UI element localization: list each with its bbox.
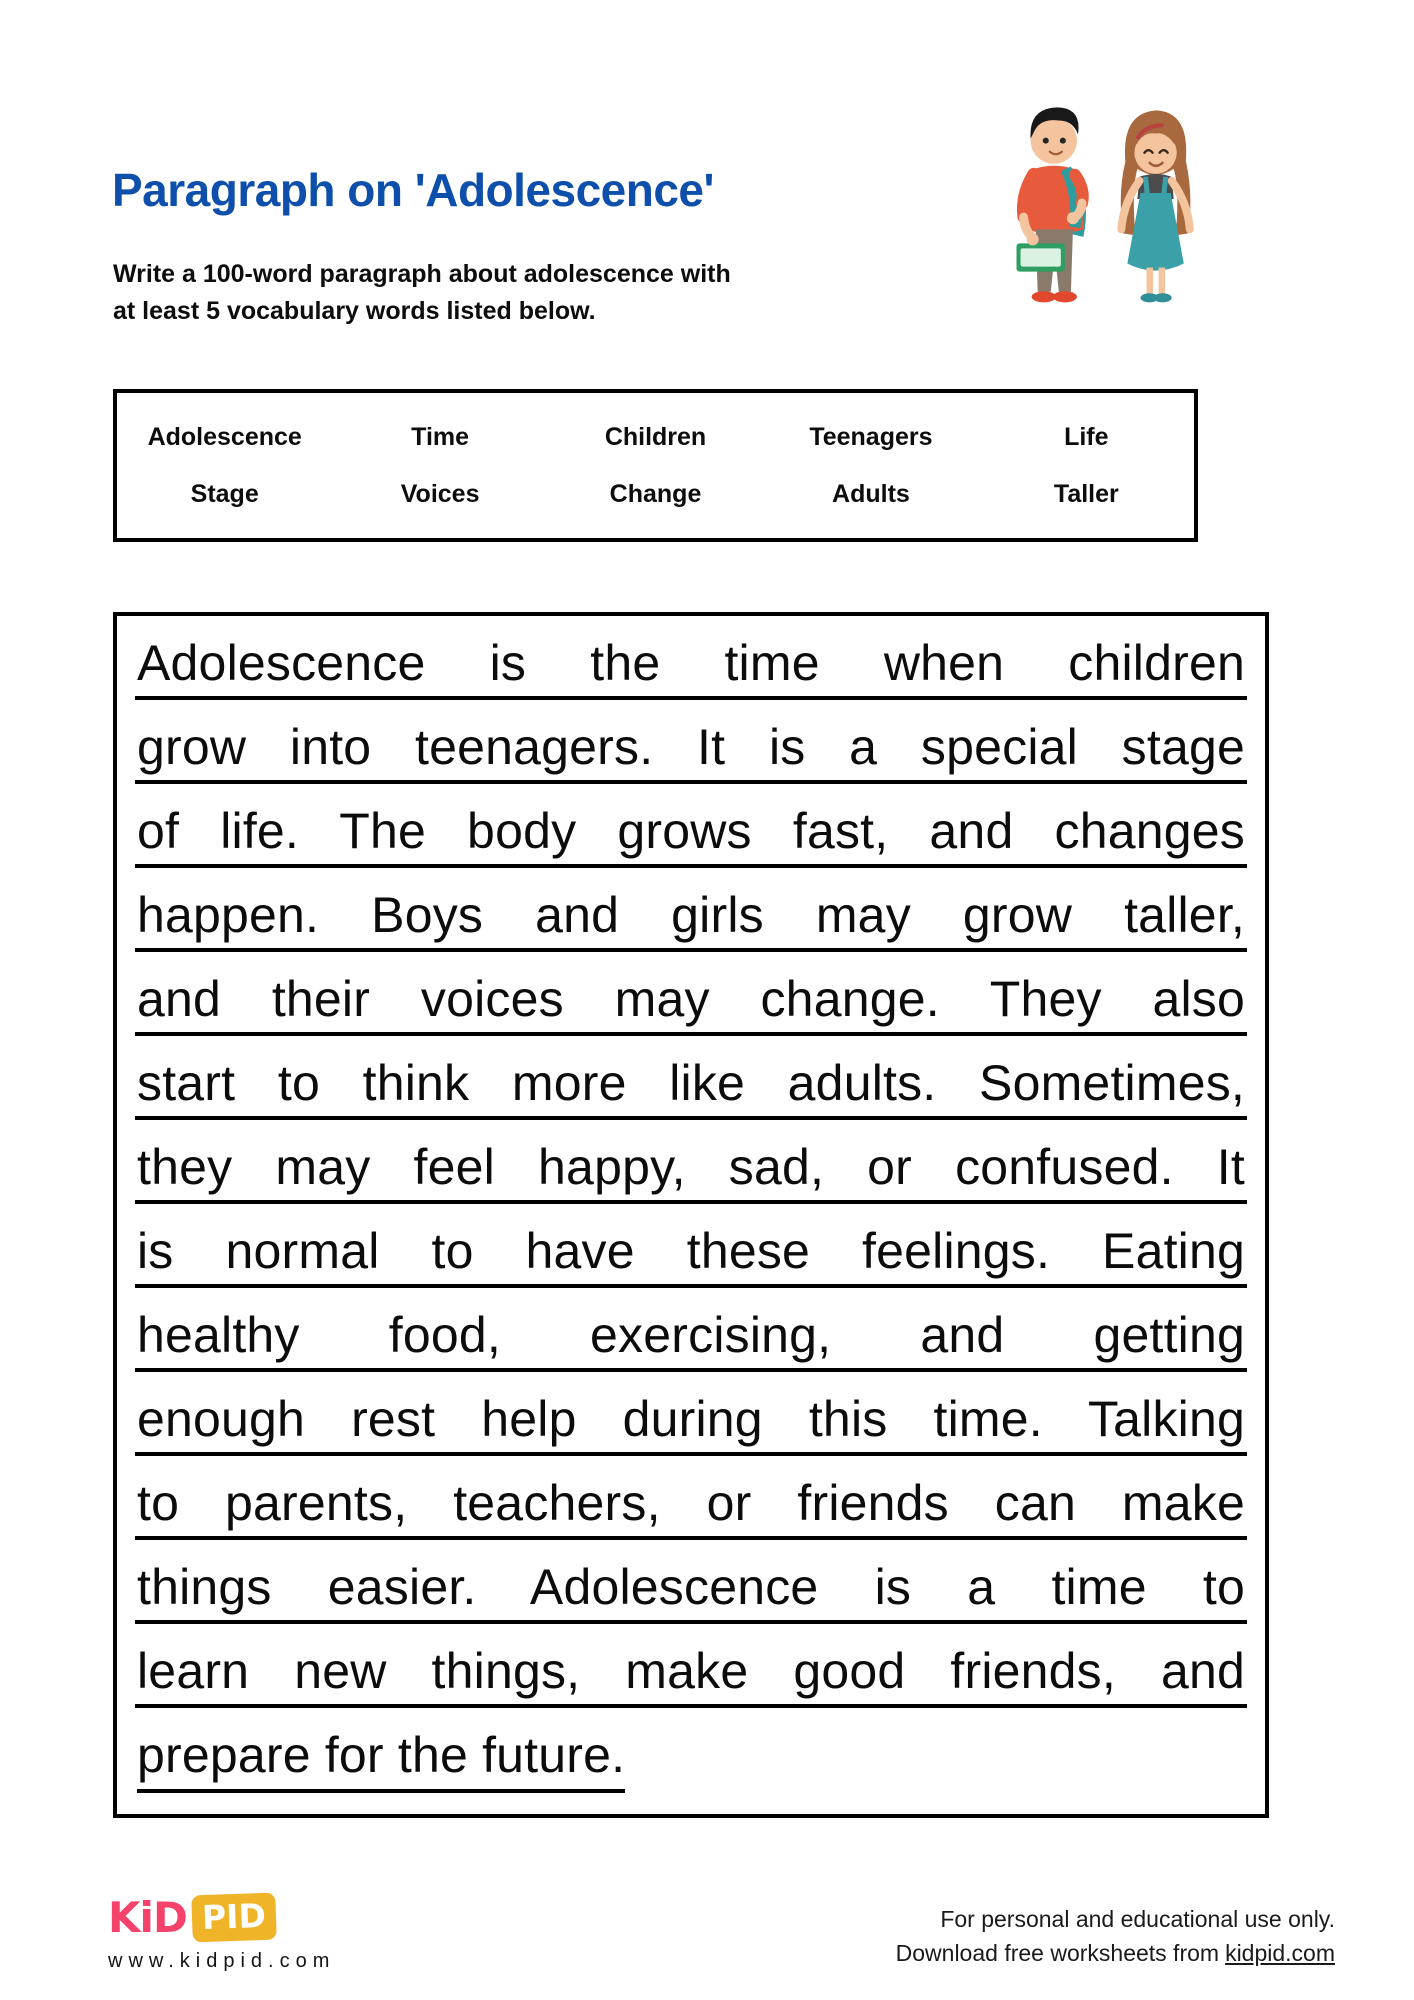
- vocabulary-row-2: [117, 480, 1194, 509]
- paragraph-line: enough rest help during this time. Talking: [135, 1392, 1247, 1456]
- paragraph-line: [135, 1728, 1247, 1782]
- website-url: www.kidpid.com: [108, 1950, 336, 1972]
- usage-line-2: [896, 1936, 1335, 1970]
- paragraph-line: to parents, teachers, or friends can make: [135, 1476, 1247, 1540]
- usage-line-2-text: Download free worksheets from: [895, 1940, 1220, 1966]
- vocab-word: Voices: [400, 479, 480, 508]
- vocab-word: Taller: [1053, 479, 1119, 508]
- kidpid-link[interactable]: kidpid.com: [1225, 1940, 1335, 1966]
- vocabulary-row-1: [117, 423, 1194, 452]
- kidpid-logo: [108, 1893, 335, 1942]
- paragraph-line: happen. Boys and girls may grow taller,: [135, 888, 1247, 952]
- page-title: Paragraph on 'Adolescence': [112, 164, 714, 216]
- paragraph-line: is normal to have these feelings. Eating: [135, 1224, 1247, 1288]
- vocab-word: Time: [411, 422, 470, 451]
- vocab-word: Adolescence: [147, 422, 302, 451]
- vocab-word: Change: [609, 479, 702, 508]
- usage-line-1: For personal and educational use only.: [940, 1906, 1335, 1932]
- vocab-word: Life: [1064, 422, 1109, 451]
- paragraph-line: they may feel happy, sad, or confused. It: [135, 1140, 1247, 1204]
- boy-girl-students-illustration: [950, 76, 1212, 308]
- boy-figure: [1017, 107, 1085, 302]
- paragraph-line: learn new things, make good friends, and: [135, 1644, 1247, 1708]
- instruction-line-2: at least 5 vocabulary words listed below.: [113, 297, 596, 325]
- logo-kid-text: KiD: [108, 1893, 187, 1942]
- paragraph-line: grow into teenagers. It is a special stage: [135, 720, 1247, 784]
- instruction-line-1: Write a 100-word paragraph about adolescence with: [113, 260, 731, 288]
- instructions-text: [113, 256, 731, 330]
- vocabulary-box: [113, 389, 1198, 542]
- logo-pid-badge: PID: [191, 1893, 276, 1943]
- paragraph-line: of life. The body grows fast, and changes: [135, 804, 1247, 868]
- paragraph-answer-box: [113, 612, 1269, 1818]
- kidpid-branding: [108, 1893, 335, 1973]
- vocab-word: Stage: [190, 479, 259, 508]
- paragraph-line: things easier. Adolescence is a time to: [135, 1560, 1247, 1624]
- girl-figure: [1121, 110, 1191, 302]
- usage-note: [896, 1902, 1335, 1970]
- vocab-word: Teenagers: [809, 422, 933, 451]
- paragraph-line: and their voices may change. They also: [135, 972, 1247, 1036]
- vocab-word: Adults: [832, 479, 910, 508]
- paragraph-line-text: prepare for the future.: [137, 1727, 625, 1793]
- vocab-word: Children: [604, 422, 707, 451]
- paragraph-line: Adolescence is the time when children: [135, 636, 1247, 700]
- paragraph-line: start to think more like adults. Sometimes,: [135, 1056, 1247, 1120]
- paragraph-line: healthy food, exercising, and getting: [135, 1308, 1247, 1372]
